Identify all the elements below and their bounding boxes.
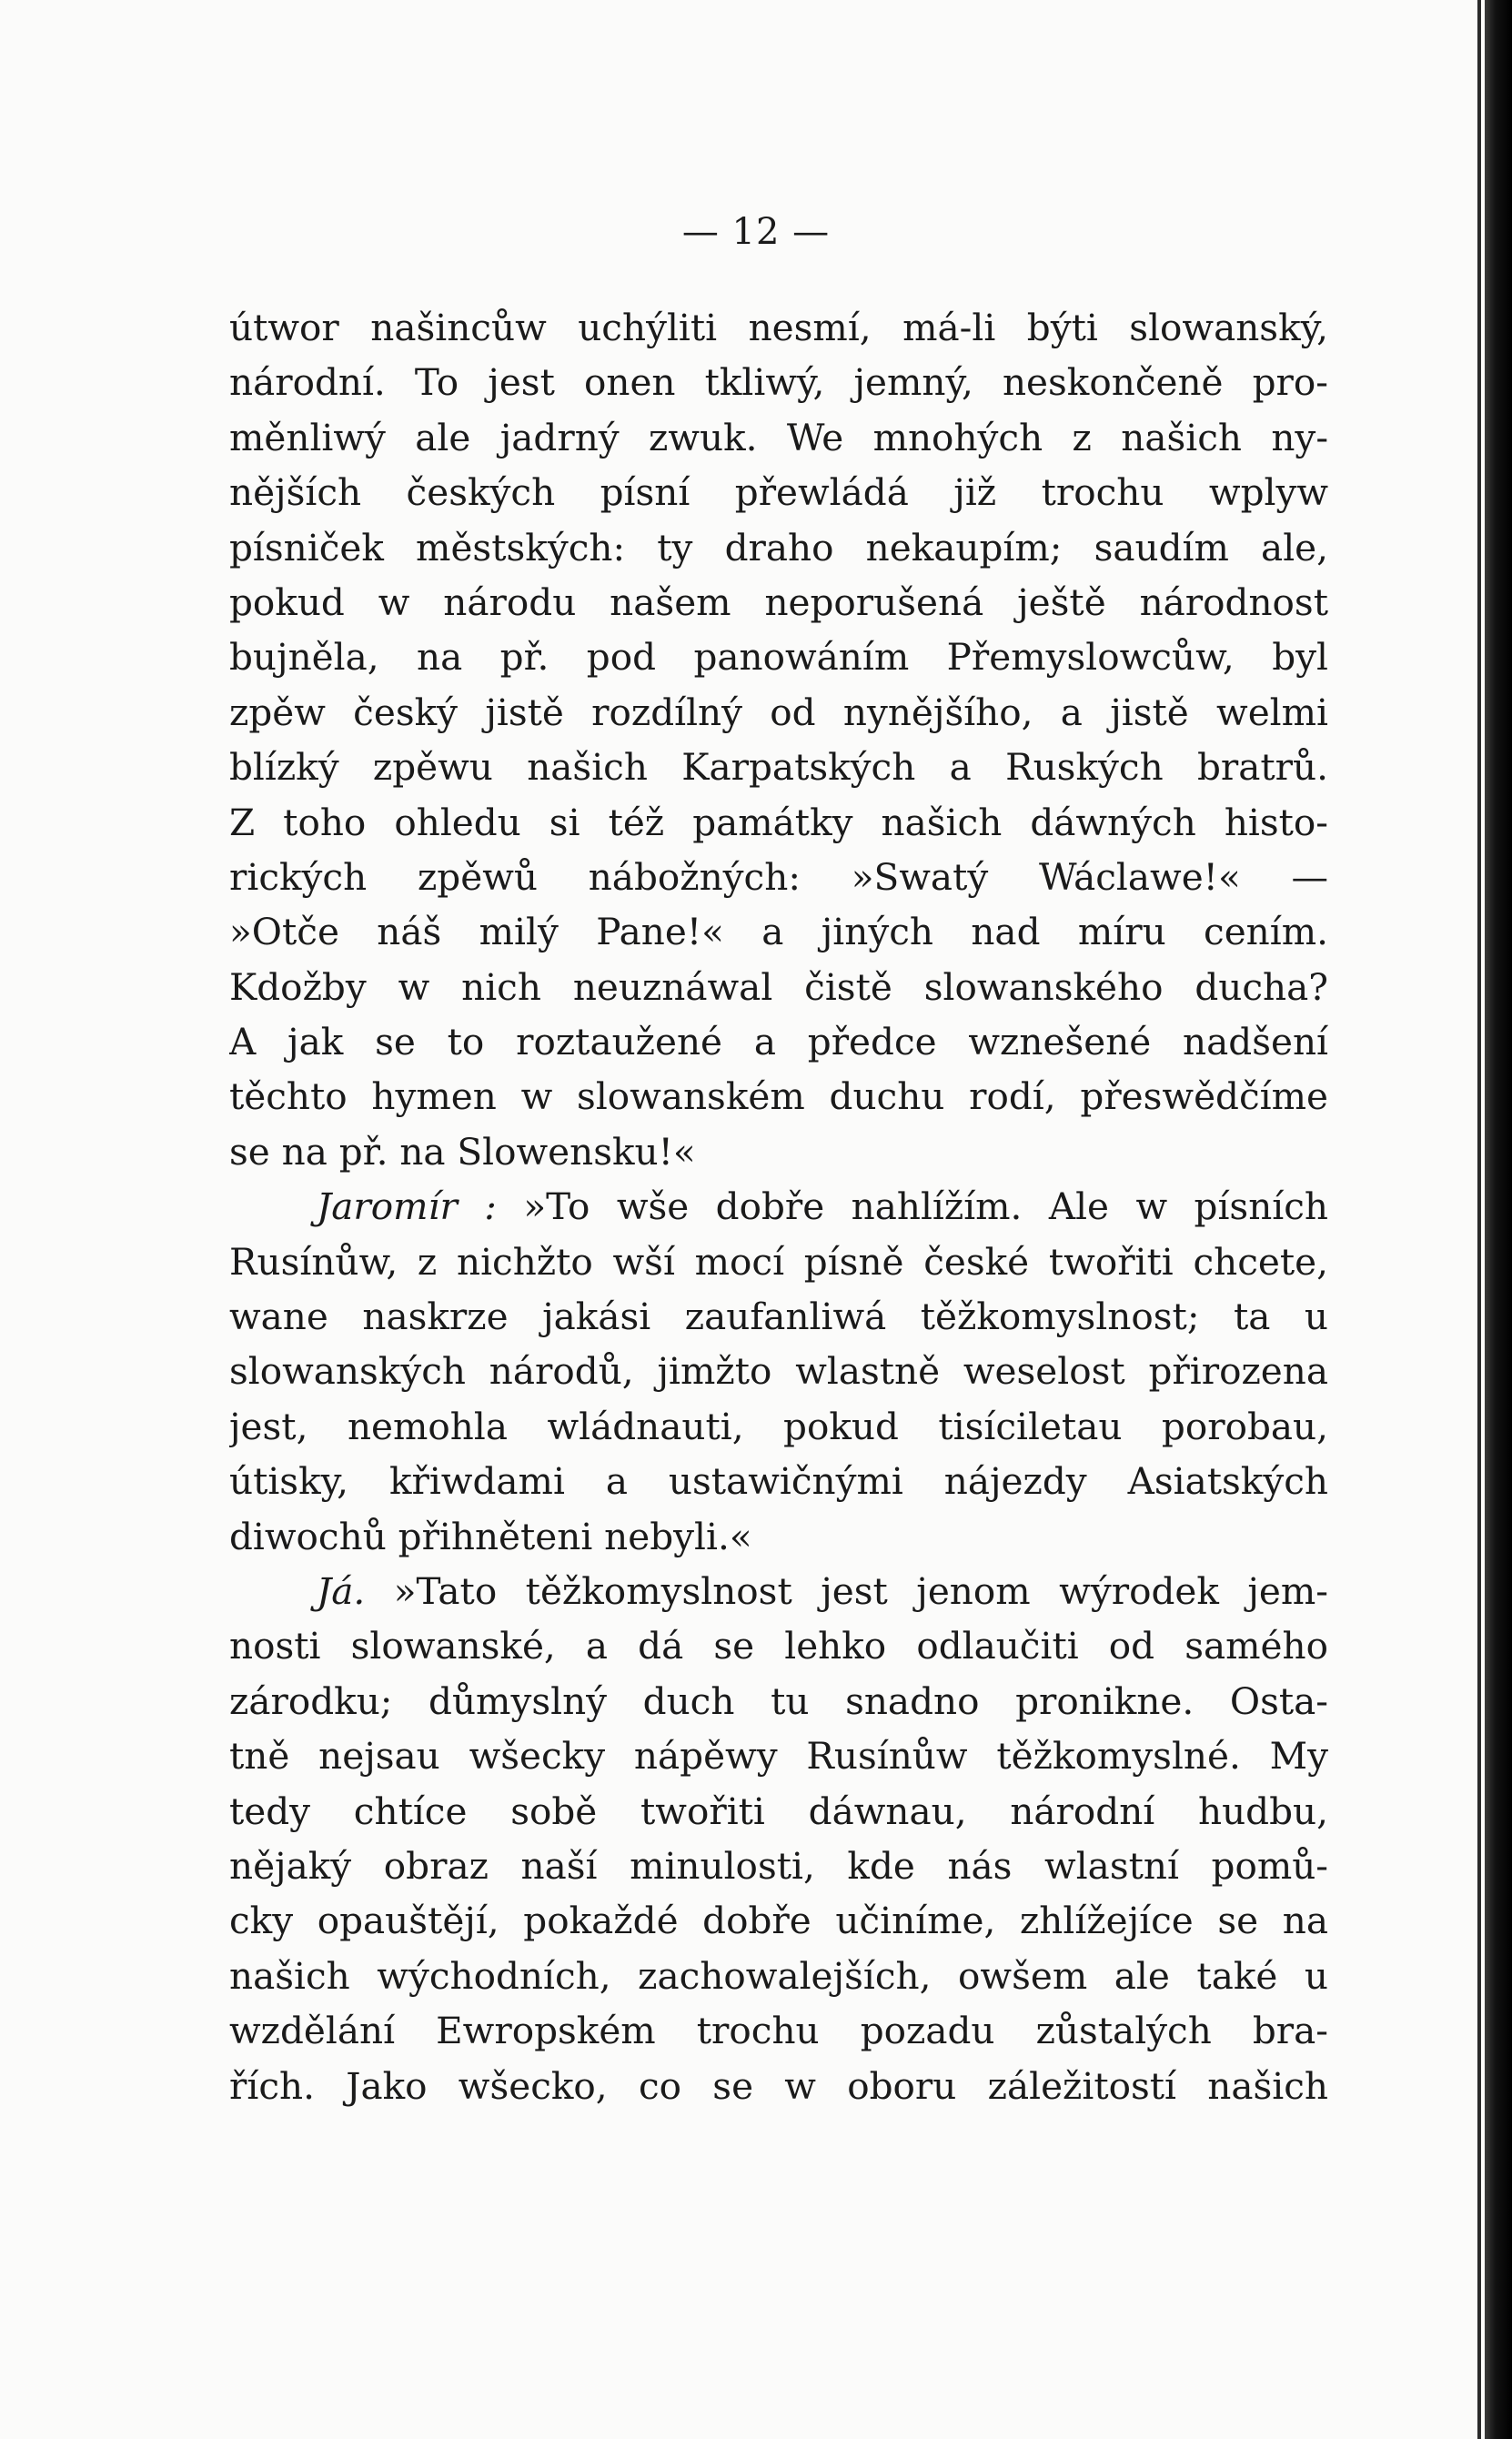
text-line: řích. Jako wšecko, co se w oboru záležitostí našich — [229, 2063, 1328, 2108]
text-line: národní. To jest onen tkliwý, jemný, neskončeně pro- — [229, 360, 1328, 405]
text-line: Rusínůw, z nichžto wší mocí písně české twořiti chcete, — [229, 1239, 1328, 1284]
text-line: zárodku; důmyslný duch tu snadno pronikne. Osta- — [229, 1678, 1328, 1723]
paragraph-first-line — [229, 1564, 1328, 1618]
text-line: měnliwý ale jadrný zwuk. We mnohých z našich ny- — [229, 415, 1328, 459]
text-line: Z toho ohledu si též památky našich dáwných histo- — [229, 800, 1328, 844]
page-number: — 12 — — [681, 211, 831, 253]
text-line: diwochů přihněteni nebyli.« — [229, 1514, 752, 1558]
speaker-name: Já. — [317, 1568, 366, 1613]
text-line: útwor našincůw uchýliti nesmí, má-li býti slowanský, — [229, 306, 1328, 349]
text-line: blízký zpěwu našich Karpatských a Ruských bratrů. — [229, 745, 1328, 790]
text-line: nosti slowanské, a dá se lehko odlaučiti od samého — [229, 1624, 1328, 1668]
paragraph-text: »To wše dobře nahlížím. Ale w písních — [523, 1184, 1328, 1229]
text-line: písniček městských: ty draho nekaupím; saudím ale, — [229, 525, 1328, 569]
text-line: tně nejsau wšecky nápěwy Rusínůw těžkomyslné. My — [229, 1734, 1328, 1779]
text-line: wane naskrze jakási zaufanliwá těžkomyslnost; ta u — [229, 1295, 1328, 1339]
text-line: A jak se to roztaužené a předce wznešené nadšení — [229, 1020, 1328, 1064]
text-line: tedy chtíce sobě twořiti dáwnau, národní hudbu, — [229, 1789, 1328, 1833]
text-line: rických zpěwů nábožných: »Swatý Wáclawe!« — — [229, 854, 1328, 899]
text-line: nějších českých písní přewládá již trochu wplyw — [229, 470, 1328, 515]
text-line: wzdělání Ewropském trochu pozadu zůstalých bra- — [229, 2009, 1328, 2053]
text-line: bujněla, na př. pod panowáním Přemyslowcůw, byl — [229, 635, 1328, 680]
body-text — [229, 300, 1328, 2113]
speaker-name: Jaromír : — [317, 1184, 497, 1229]
text-line: Kdožby w nich neuznáwal čistě slowanského ducha? — [229, 964, 1328, 1009]
text-line: slowanských národů, jimžto wlastně weselost přirozena — [229, 1349, 1328, 1394]
text-line: útisky, křiwdami a ustawičnými nájezdy Asiatských — [229, 1459, 1328, 1504]
page-binding-edge — [1477, 0, 1481, 2439]
text-line: zpěw český jistě rozdílný od nynějšího, a jistě welmi — [229, 690, 1328, 734]
text-line: těchto hymen w slowanském duchu rodí, přeswědčíme — [229, 1074, 1328, 1119]
text-line: se na př. na Slowensku!« — [229, 1129, 696, 1174]
paragraph-text: »Tato těžkomyslnost jest jenom wýrodek jem- — [393, 1568, 1328, 1613]
paragraph-first-line — [229, 1179, 1328, 1234]
text-line: »Otče náš milý Pane!« a jiných nad míru cením. — [229, 910, 1328, 954]
text-line: nějaký obraz naší minulosti, kde nás wlastní pomů- — [229, 1843, 1328, 1888]
scanner-edge — [1485, 0, 1512, 2439]
text-line: našich wýchodních, zachowalejších, owšem ale také u — [229, 1953, 1328, 1998]
text-line: jest, nemohla wládnauti, pokud tisíciletau porobau, — [229, 1404, 1328, 1448]
text-line: pokud w národu našem neporušená ještě národnost — [229, 580, 1328, 624]
text-line: cky opauštějí, pokaždé dobře učiníme, zhlížejíce se na — [229, 1899, 1328, 1943]
